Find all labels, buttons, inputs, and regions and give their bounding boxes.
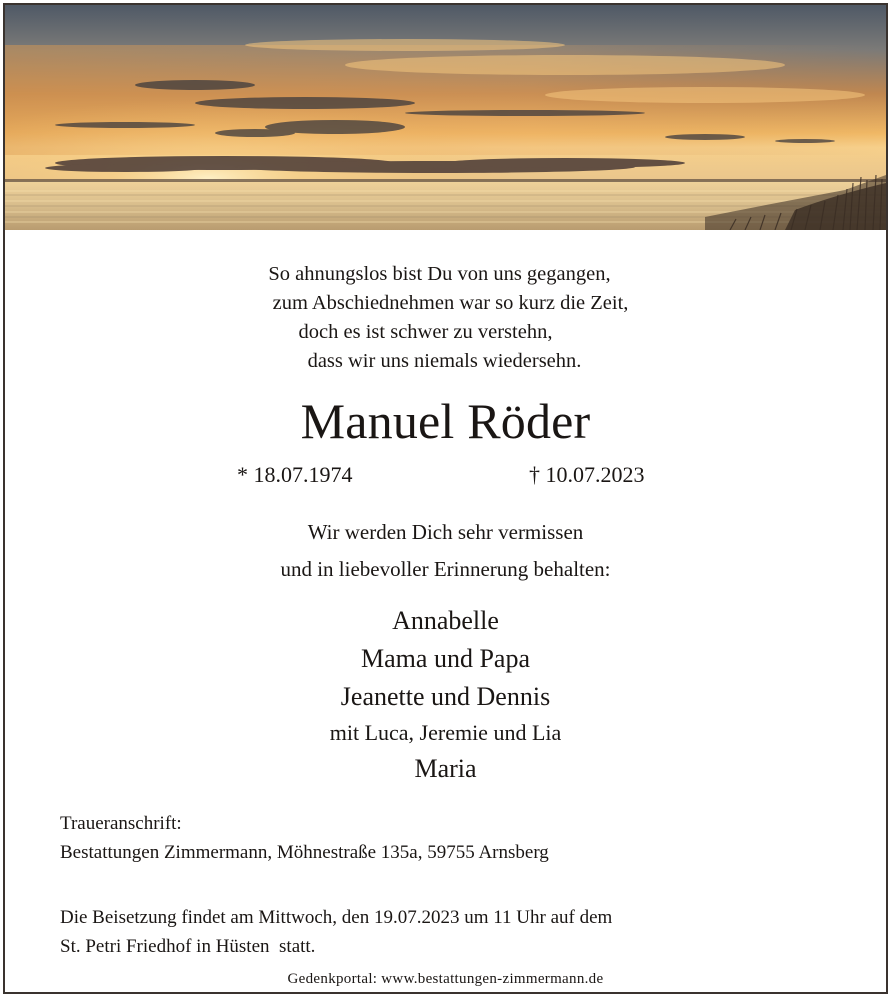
poem-line-2: zum Abschiednehmen war so kurz die Zeit, [272,292,629,314]
birth-date: * 18.07.1974 [237,462,353,487]
mourner-line-3: Jeanette und Dennis [340,682,551,711]
farewell-line-1: Wir werden Dich sehr vermissen [307,520,584,544]
address-label: Traueranschrift: [60,813,182,834]
mourner-line-2: Mama und Papa [361,644,530,673]
service-line-1: Die Beisetzung findet am Mittwoch, den 19.07.2023 um 11 Uhr auf dem [60,907,613,928]
mourner-line-5: Maria [414,754,477,783]
poem-line-3: doch es ist schwer zu verstehn, [298,321,553,343]
memorial-portal-link[interactable]: Gedenkportal: www.bestattungen-zimmermann.de [287,971,604,987]
service-line-2: St. Petri Friedhof in Hüsten statt. [60,936,316,957]
farewell-message [5,514,886,588]
deceased-name: Manuel Röder [300,393,591,449]
poem-line-1: So ahnungslos bist Du von uns gegangen, [268,263,611,285]
funeral-service-info [60,903,612,961]
poem-line-4: dass wir uns niemals wiedersehn. [307,350,582,372]
mourner-line-4: mit Luca, Jeremie und Lia [329,720,562,745]
poem-verse [5,260,886,376]
farewell-line-2: und in liebevoller Erinnerung behalten: [280,557,611,581]
obituary-card [3,3,888,994]
mourning-address [60,809,549,867]
mourner-line-1: Annabelle [392,606,499,635]
address-value: Bestattungen Zimmermann, Möhnestraße 135a, 59755 Arnsberg [60,842,549,863]
sunset-banner-image [5,5,886,230]
mourners-list [5,602,886,788]
death-date: † 10.07.2023 [529,462,645,487]
